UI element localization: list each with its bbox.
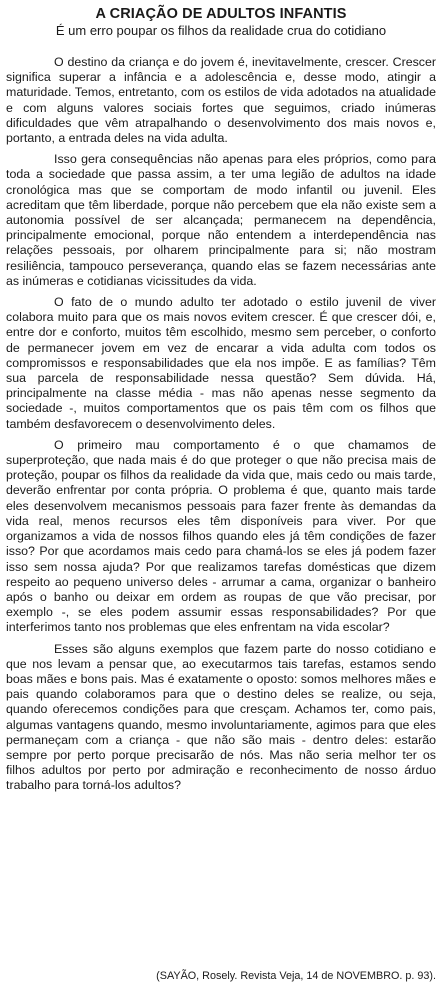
article-subtitle: É um erro poupar os filhos da realidade crua do cotidiano xyxy=(55,23,387,38)
article-paragraph-3: O fato de o mundo adulto ter adotado o estilo juvenil de viver colabora muito para que os mais novos evitem crescer. É que crescer dói, e, entre dor e conforto, muitos têm escolhido, mesmo sem perceber, o conforto de permanecer jovem em vez de encarar a vida adulta com todos os compromissos e responsabilidades que ela nos impõe. E as famílias? Têm sua parcela de responsabilidade nessa questão? Sem dúvida. Há, principalmente na classe média - mas não apenas nesse segmento da sociedade -, muitos comportamentos que os pais têm com os filhos que também desfavorecem o desenvolvimento deles. xyxy=(6,295,436,431)
article-paragraph-2: Isso gera consequências não apenas para eles próprios, como para toda a sociedade que passa assim, a ter uma legião de adultos na idade cronológica mas que se comportam de modo infantil ou juvenil. Eles acreditam que têm liberdade, porque não percebem que ela não existe sem a autonomia possível de ser alcançada; permanecem na dependência, principalmente emocional, porque não entendem a interdependência nas relações pessoais, por olharem principalmente para si; não mostram resiliência, tampouco perseverança, quando elas se fazem necessárias ante as inúmeras e cotidianas vicissitudes da vida. xyxy=(6,152,436,288)
article-paragraph-1: O destino da criança e do jovem é, inevitavelmente, crescer. Crescer significa superar a infância e a adolescência e, desse modo, atingir a maturidade. Temos, entretanto, com os estilos de vida adotados na atualidade e com alguns valores sociais fortes que seguimos, criado inúmeras dificuldades que vêm atrapalhando o desenvolvimento dos mais novos e, portanto, a entrada deles na vida adulta. xyxy=(6,55,436,146)
article-paragraph-5: Esses são alguns exemplos que fazem parte do nosso cotidiano e que nos levam a pensar que, ao executarmos tais tarefas, estamos sendo boas mães e bons pais. Mas é exatamente o oposto: somos melhores mães e pais quando colaboramos para que o destino deles se realize, ou seja, quando oferecemos condições para que cresçam. Achamos ter, como pais, algumas vantagens quando, mesmo involuntariamente, agimos para que eles permaneçam com a criança - que não são mais - dentro deles: estarão sempre por perto porque precisarão de nós. Mas não seria melhor ter os filhos adultos por perto por admiração e reconhecimento de nosso árduo trabalho para torná-los adultos? xyxy=(6,641,436,793)
article-citation: (SAYÃO, Rosely. Revista Veja, 14 de NOVEMBRO. p. 93). xyxy=(156,970,436,982)
article-title: A CRIAÇÃO DE ADULTOS INFANTIS xyxy=(95,6,347,22)
article-paragraph-4: O primeiro mau comportamento é o que chamamos de superproteção, que nada mais é do que proteger o que não precisa mais de proteção, poupar os filhos da realidade da vida que, mais cedo ou mais tarde, deverão enfrentar por conta própria. O problema é que, quanto mais tarde eles desenvolvem mecanismos pessoais para fazer frente às demandas da vida real, menos recursos eles têm disponíveis para viver. Por que organizamos a vida de nossos filhos quando eles já têm condições de fazer isso? Por que acordamos mais cedo para chamá-los se eles já podem fazer isso sem nossa ajuda? Por que realizamos tarefas domésticas que dizem respeito ao pequeno universo deles - arrumar a cama, organizar o banheiro após o banho ou deixar em ordem as roupas de que vão precisar, por exemplo -, se eles podem assumir essas responsabilidades? Por que interferimos tanto nos problemas que eles enfrentam na vida escolar? xyxy=(6,437,436,635)
